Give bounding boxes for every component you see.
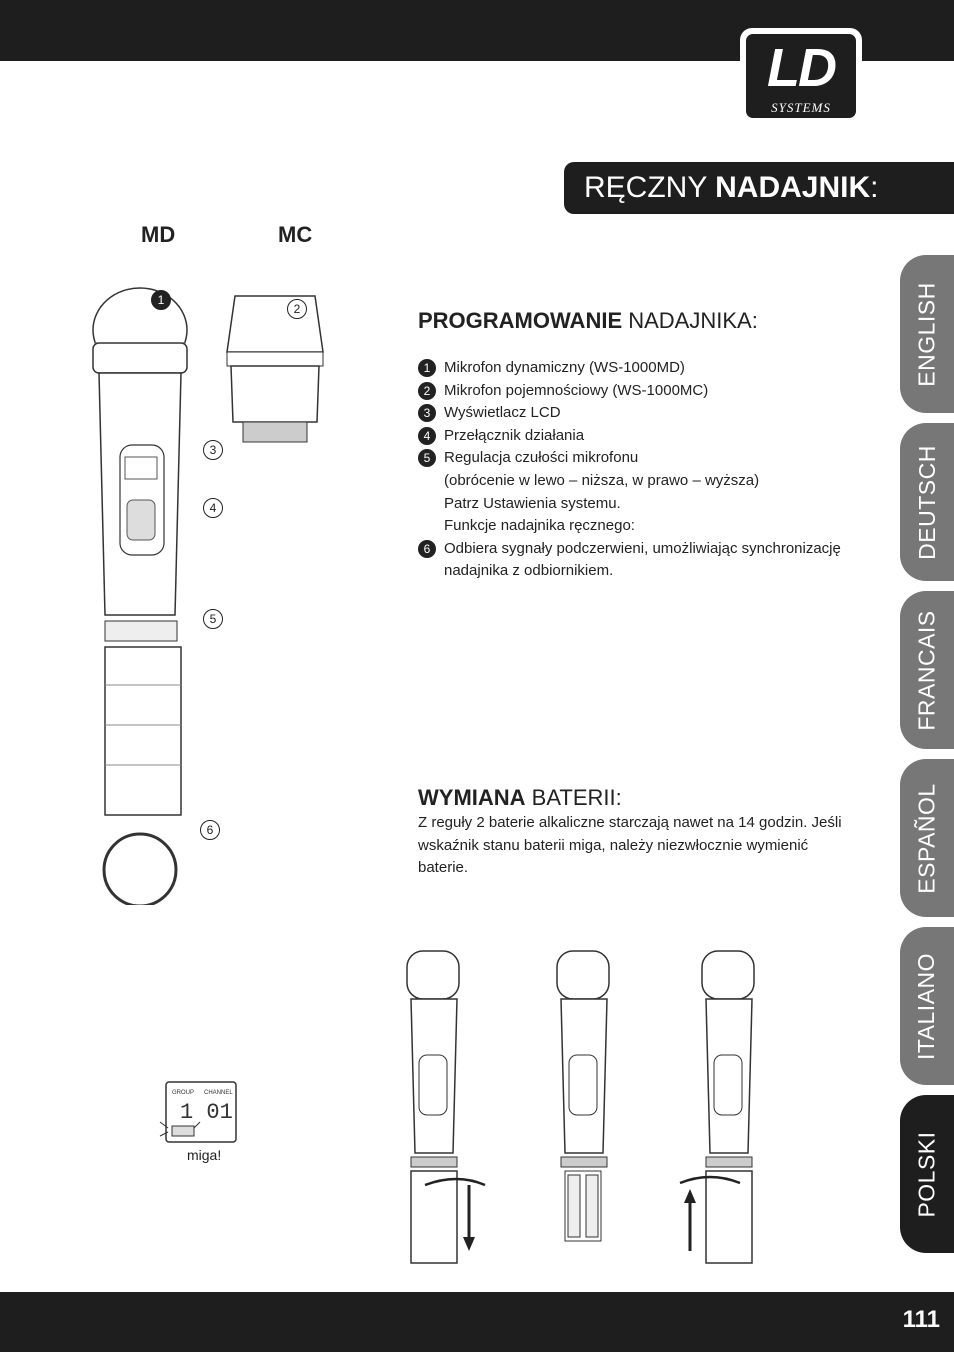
item-text: (obrócenie w lewo – niższa, w prawo – wyższa) xyxy=(444,471,760,489)
tab-label: POLSKI xyxy=(913,1130,940,1218)
list-item xyxy=(418,515,858,538)
tab-polski[interactable] xyxy=(900,1095,954,1253)
item-number-badge xyxy=(418,562,436,580)
battery-replacement-illustration xyxy=(395,945,775,1275)
callout-3: 3 xyxy=(203,440,223,460)
ld-systems-logo: LD SYSTEMS xyxy=(740,28,862,124)
callout-4: 4 xyxy=(203,498,223,518)
list-item xyxy=(418,493,858,516)
item-number-badge: 4 xyxy=(418,427,436,445)
svg-text:GROUP: GROUP xyxy=(172,1090,195,1096)
list-item xyxy=(418,402,858,425)
list-item xyxy=(418,538,858,561)
item-number-badge xyxy=(418,495,436,513)
handheld-mic-md-illustration xyxy=(85,285,195,905)
tab-español[interactable] xyxy=(900,759,954,917)
item-text: Mikrofon pojemnościowy (WS-1000MC) xyxy=(444,381,709,399)
item-text: Regulacja czułości mikrofonu xyxy=(444,449,639,467)
tab-francais[interactable] xyxy=(900,591,954,749)
list-item xyxy=(418,447,858,470)
list-item xyxy=(418,357,858,380)
svg-text:1 01: 1 01 xyxy=(180,1100,233,1125)
condenser-capsule-mc-illustration xyxy=(225,292,325,452)
item-text: Odbiera sygnały podczerwieni, umożliwiając synchronizację xyxy=(444,539,841,557)
section-heading-battery: WYMIANA BATERII: xyxy=(418,785,622,810)
tab-english[interactable] xyxy=(900,255,954,413)
callout-5: 5 xyxy=(203,609,223,629)
bottom-bar xyxy=(0,1292,954,1352)
tab-label: FRANCAIS xyxy=(913,609,940,731)
tab-italiano[interactable] xyxy=(900,927,954,1085)
tab-label: ENGLISH xyxy=(913,281,940,387)
svg-text:CHANNEL: CHANNEL xyxy=(204,1090,233,1096)
list-item xyxy=(418,560,858,583)
tab-label: ITALIANO xyxy=(913,952,940,1060)
list-item xyxy=(418,425,858,448)
item-number-badge xyxy=(418,472,436,490)
battery-paragraph: Z reguły 2 baterie alkaliczne starczają nawet na 14 godzin. Jeśli wskaźnik stanu baterii miga, należy niezwłocznie wymienić baterie. xyxy=(418,814,842,877)
item-number-badge: 6 xyxy=(418,540,436,558)
callout-6: 6 xyxy=(200,820,220,840)
item-number-badge: 1 xyxy=(418,359,436,377)
item-text: Patrz Ustawienia systemu. xyxy=(444,494,621,512)
item-text: Przełącznik działania xyxy=(444,426,585,444)
list-item xyxy=(418,380,858,403)
item-number-badge: 3 xyxy=(418,404,436,422)
label-md: MD xyxy=(141,222,176,247)
item-number-badge: 5 xyxy=(418,449,436,467)
callout-2: 2 xyxy=(287,299,307,319)
item-text: Wyświetlacz LCD xyxy=(444,404,561,422)
item-text: Funkcje nadajnika ręcznego: xyxy=(444,517,635,535)
page-number: 111 xyxy=(902,1306,940,1333)
tab-label: ESPAÑOL xyxy=(913,782,940,894)
parts-list xyxy=(418,357,858,583)
tab-deutsch[interactable] xyxy=(900,423,954,581)
item-text: nadajnika z odbiornikiem. xyxy=(444,562,614,580)
label-mc: MC xyxy=(278,222,313,247)
item-text: Mikrofon dynamiczny (WS-1000MD) xyxy=(444,359,685,376)
callout-1: 1 xyxy=(151,290,171,310)
blink-label: miga! xyxy=(187,1147,222,1163)
list-item xyxy=(418,470,858,493)
item-number-badge: 2 xyxy=(418,382,436,400)
page-title: RĘCZNY NADAJNIK: xyxy=(564,162,954,214)
item-number-badge xyxy=(418,517,436,535)
tab-label: DEUTSCH xyxy=(913,444,940,560)
section-heading-programming: PROGRAMOWANIE NADAJNIKA: xyxy=(418,308,758,333)
